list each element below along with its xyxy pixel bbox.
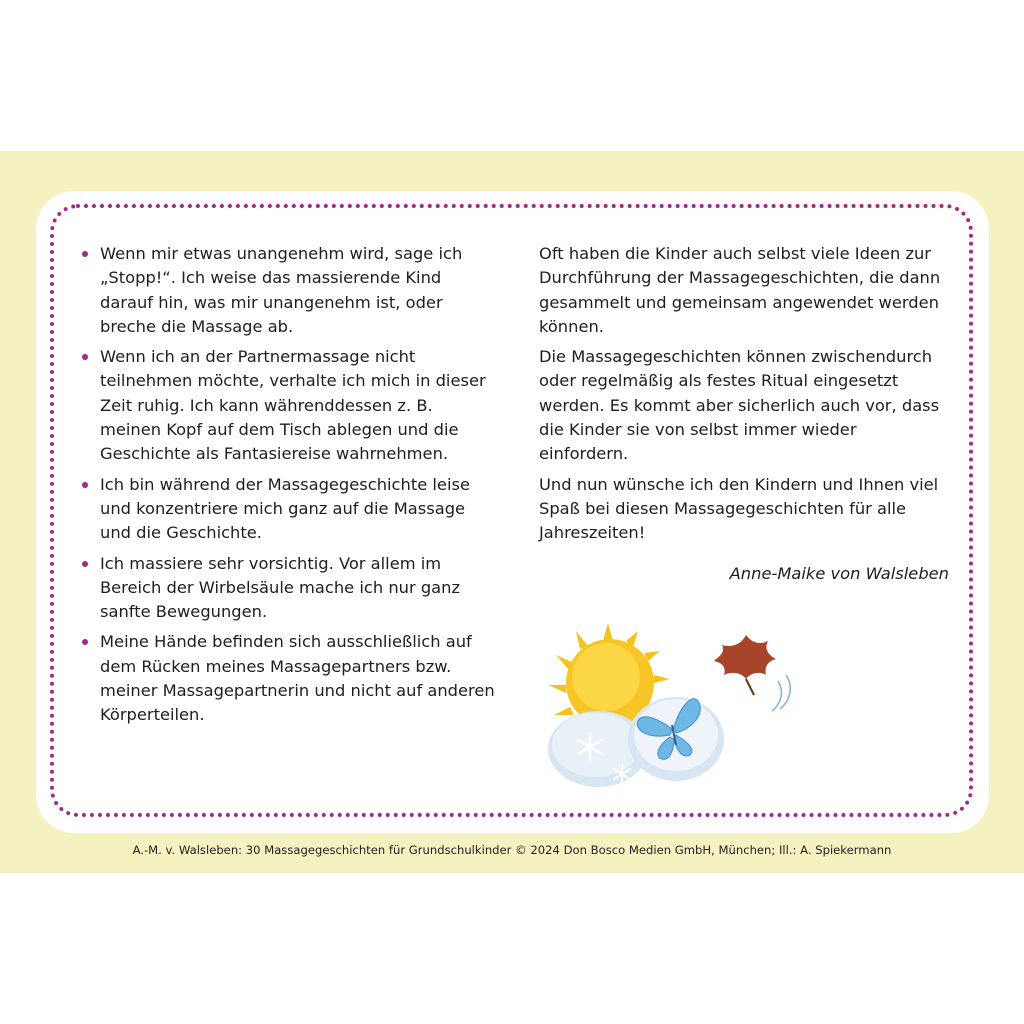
seasons-illustration bbox=[546, 621, 806, 801]
paragraph: Und nun wünsche ich den Kindern und Ihnen viel Spaß bei diesen Massagegeschichten für alle Jahreszeiten! bbox=[539, 474, 939, 543]
card-background-band bbox=[0, 151, 1024, 873]
leaf-icon bbox=[714, 635, 790, 711]
rule-item: Wenn mir etwas unangenehm wird, sage ich „Stopp!“. Ich weise das massierende Kind darauf hin, was mir unangenehm ist, oder breche die Massage ab. bbox=[78, 242, 498, 339]
rule-item: Wenn ich an der Partnermassage nicht teilnehmen möchte, verhalte ich mich in dieser Zeit ruhig. Ich kann währenddessen z. B. meinen Kopf auf dem Tisch ablegen und die Geschichte als Fantasiereise wahrnehmen. bbox=[78, 345, 498, 466]
paragraph: Die Massagegeschichten können zwischendurch oder regelmäßig als festes Ritual eingesetzt werden. Es kommt aber sicherlich auch vor, dass die Kinder sie von selbst immer wieder einfordern. bbox=[539, 347, 940, 464]
paragraph: Oft haben die Kinder auch selbst viele Ideen zur Durchführung der Massagegeschichten, die dann gesammelt und gemeinsam angewendet werden können. bbox=[539, 244, 941, 336]
copyright-credit: A.-M. v. Walsleben: 30 Massagegeschichten für Grundschulkinder © 2024 Don Bosco Medien GmbH, München; Ill.: A. Spiekermann bbox=[132, 843, 892, 857]
rule-item: Meine Hände befinden sich ausschließlich auf dem Rücken meines Massagepartners bzw. meiner Massagepartnerin und nicht auf anderen Körperteilen. bbox=[78, 630, 498, 727]
rule-item: Ich massiere sehr vorsichtig. Vor allem im Bereich der Wirbelsäule mache ich nur ganz sanfte Bewegungen. bbox=[78, 552, 498, 625]
author-signature: Anne-Maike von Walsleben bbox=[729, 563, 949, 583]
rules-list bbox=[78, 242, 498, 728]
text-card bbox=[36, 191, 989, 833]
rules-column bbox=[78, 242, 498, 734]
text-column bbox=[539, 242, 949, 586]
rule-item: Ich bin während der Massagegeschichte leise und konzentriere mich ganz auf die Massage und die Geschichte. bbox=[78, 473, 498, 546]
